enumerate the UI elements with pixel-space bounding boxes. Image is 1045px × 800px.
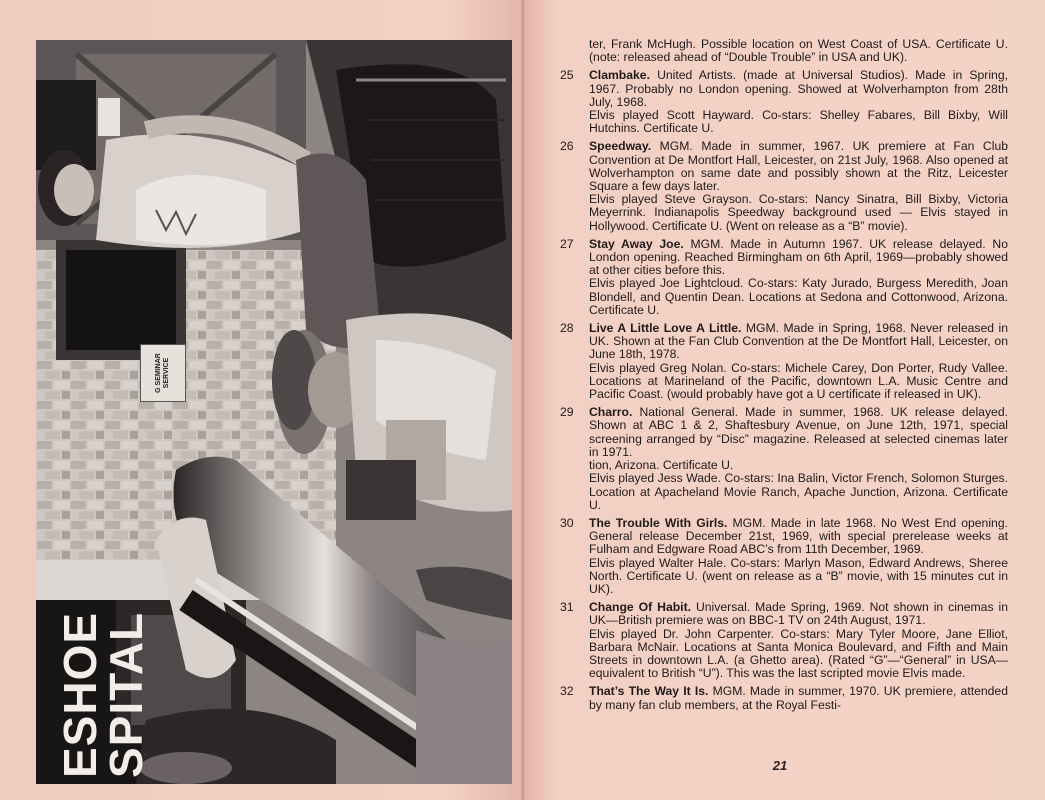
film-body: National General. Made in summer, 1968. UK release delayed. Shown at ABC 1 & 2, Shaftesbury Avenue, on June 12th, 1971, special screening arranged by “Disc” magazine. Released at selected cinemas later in 1971. — [589, 405, 1008, 459]
film-entry-26 — [556, 140, 1008, 232]
film-body: MGM. Made in Spring, 1968. Never released in UK. Shown at the Fan Club Convention at the De Montfort Hall, Leicester, on June 18th, 1978. — [589, 321, 1008, 362]
film-title: Change Of Habit. — [589, 600, 692, 615]
film-details: Elvis played Greg Nolan. Co-stars: Michele Carey, Don Porter, Rudy Vallee. Locations at Marineland of the Pacific, downtown L.A. Music Centre and Pacific Coast. (would probably have got a U certificate if released in UK). — [589, 360, 1008, 402]
filmography-text — [556, 38, 1008, 712]
film-title: That’s The Way It Is. — [589, 684, 709, 699]
film-details: Elvis played Jess Wade. Co-stars: Ina Balin, Victor French, Solomon Sturges. Location at Apacheland Movie Ranch, Apache Junction, Arizona. Certificate U. — [589, 471, 1008, 512]
film-body: United Artists. (made at Universal Studios). Made in Spring, 1967. Probably no London opening. Showed at Wolverhampton from 28th July, 1968. — [589, 68, 1008, 109]
film-title: Clambake. — [589, 68, 650, 83]
film-body: MGM. Made in summer, 1970. UK premiere, attended by many fan club members, at the Royal Festi- — [589, 684, 1008, 712]
film-title: The Trouble With Girls. — [589, 515, 728, 530]
film-entry-28 — [556, 322, 1008, 401]
film-title: Speedway. — [589, 139, 652, 154]
film-entry-30 — [556, 517, 1008, 596]
film-details-fragment: tion, Arizona. Certificate U. — [589, 458, 734, 473]
film-details: Elvis played Steve Grayson. Co-stars: Nancy Sinatra, Bill Bixby, Victoria Meyerrink. Indianapolis Speedway background used — Elvis stayed in Hollywood. Certificate U. (Went on release as a “B” movie). — [589, 192, 1008, 233]
film-body: MGM. Made in Autumn 1967. UK release delayed. No London opening. Reached Birmingham on 6th April, 1969—probably showed at other cities before this. — [589, 236, 1008, 278]
entry-number: 30 — [560, 515, 574, 530]
film-body: MGM. Made in summer, 1967. UK premiere at Fan Club Convention at De Montfort Hall, Leicester, on 21st July, 1968. Also opened at Wolverhampton on same date and possibly shown at the Ritz, Leicester Square a few days later. — [589, 139, 1008, 194]
film-title: Live A Little Love A Little. — [589, 321, 742, 336]
shop-sign-line-1: ESHOE — [54, 611, 106, 778]
film-title: Charro. — [589, 405, 633, 420]
film-details: Elvis played Joe Lightcloud. Co-stars: Katy Jurado, Burgess Meredith, Joan Blondell, and Quentin Dean. Locations at Sedona and Cottonwood, Arizona. Certificate U. — [589, 276, 1008, 317]
entry-summary — [589, 406, 1008, 459]
film-entry-27 — [556, 238, 1008, 317]
entry-summary — [589, 517, 1008, 557]
entry-summary — [589, 322, 1008, 362]
film-entry-31 — [556, 601, 1008, 680]
film-entry-32 — [556, 685, 1008, 711]
entry-number: 32 — [560, 684, 574, 699]
entry-summary — [589, 685, 1008, 711]
entry-number: 26 — [560, 139, 574, 154]
entry-number: 25 — [560, 68, 574, 83]
shop-sign-line-2: SPITAL — [100, 611, 152, 778]
film-details: Elvis played Walter Hale. Co-stars: Marlyn Mason, Edward Andrews, Sheree North. Certificate U. (went on release as a “B” movie, with 15 minutes cut in UK). — [589, 555, 1008, 596]
entry-summary — [589, 238, 1008, 278]
entry-number: 29 — [560, 405, 574, 420]
film-body: Universal. Made Spring, 1969. Not shown in cinemas in UK—British premiere was on BBC-1 TV on 24th August, 1971. — [589, 600, 1009, 628]
poster-sign: G SEMINAR SERVICE — [140, 344, 186, 402]
film-details: Elvis played Scott Hayward. Co-stars: Shelley Fabares, Bill Bixby, Will Hutchins. Certificate U. — [589, 108, 1008, 136]
entry-summary — [589, 69, 1008, 109]
entry-summary — [589, 601, 1008, 627]
entry-summary — [589, 140, 1008, 193]
entry-number: 27 — [560, 236, 574, 251]
entry-number: 28 — [560, 321, 574, 336]
continued-paragraph: ter, Frank McHugh. Possible location on West Coast of USA. Certificate U. (note: released ahead of “Double Trouble” in USA and UK). — [589, 37, 1008, 65]
film-body: MGM. Made in late 1968. No West End opening. General release December 21st, 1969, with special prerelease weeks at Fulham and Edgware Road ABC’s from 11th December, 1969. — [589, 515, 1008, 557]
film-details: Elvis played Dr. John Carpenter. Co-stars: Mary Tyler Moore, Jane Elliot, Barbara McNair. Locations at Santa Monica Boulevard, and Fifth and Main Streets in downtown L.A. (a Ghetto area). (Rated “G”—“General” in USA—equivalent to British “U”). This was the last scripted movie Elvis made. — [589, 626, 1008, 681]
entry-number: 31 — [560, 600, 574, 615]
page-number: 21 — [772, 758, 788, 773]
film-title: Stay Away Joe. — [589, 236, 684, 251]
film-entry-25 — [556, 69, 1008, 135]
film-entry-29 — [556, 406, 1008, 512]
